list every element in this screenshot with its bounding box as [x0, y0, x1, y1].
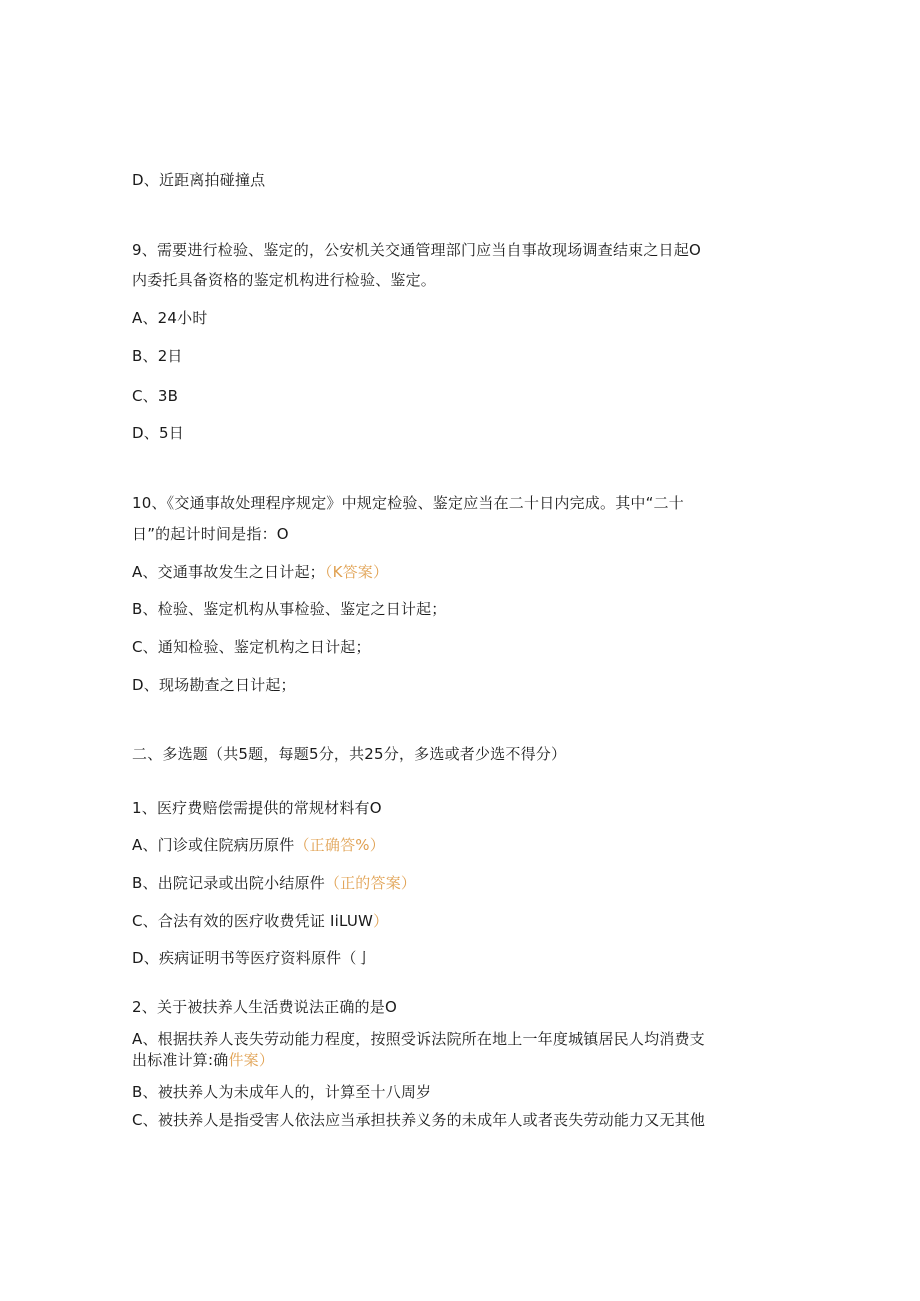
q10-option-a-answer-note: （K答案）: [324, 563, 389, 581]
mq2-option-c: C、被扶养人是指受害人依法应当承担扶养义务的未成年人或者丧失劳动能力又无其他: [132, 1111, 706, 1129]
mq1-option-d: D、疾病证明书等医疗资料原件（亅: [132, 949, 372, 967]
mq1-option-a-answer-note: （正确答%）: [294, 836, 385, 854]
mq1-option-b-answer-note: （正的答案）: [324, 874, 417, 892]
q9-option-c: C、3B: [132, 387, 179, 405]
mq1-option-a: [132, 835, 385, 855]
mq1-option-b-text: B、出院记录或出院小结原件: [132, 874, 325, 892]
q10-option-a-text: A、交通事故发生之日计起；: [132, 563, 325, 581]
mq2-stem: 2、关于被扶养人生活费说法正确的是O: [132, 998, 397, 1016]
mq2-option-a-answer-note: 件案）: [228, 1051, 275, 1069]
mq1-option-c-text: C、合法有效的医疗收费凭证: [132, 912, 326, 930]
q9-stem-line-1: 9、需要进行检验、鉴定的，公安机关交通管理部门应当自事故现场调查结束之日起O: [132, 241, 701, 259]
q10-stem-line-1: 10、《交通事故处理程序规定》中规定检验、鉴定应当在二十日内完成。其中“二十: [132, 494, 684, 512]
q10-option-b: B、检验、鉴定机构从事检验、鉴定之日计起；: [132, 600, 447, 618]
q9-option-d: D、5日: [132, 424, 184, 442]
mq2-option-b: B、被扶养人为未成年人的，计算至十八周岁: [132, 1083, 432, 1101]
mq1-option-b: [132, 873, 416, 893]
q9-option-b: B、2日: [132, 347, 183, 365]
q10-option-a: [132, 562, 388, 582]
q10-option-c: C、通知检验、鉴定机构之日计起；: [132, 638, 371, 656]
mq1-stem: 1、医疗费赔偿需提供的常规材料有O: [132, 799, 382, 817]
q10-option-d: D、现场勘查之日计起；: [132, 676, 296, 694]
mq1-option-a-text: A、门诊或住院病历原件: [132, 836, 295, 854]
section-multiple-choice-title: 二、多选题（共5题，每题5分，共25分，多选或者少选不得分）: [132, 745, 567, 763]
mq2-option-a-line-2-text: 出标准计算:确: [132, 1051, 229, 1069]
mq1-option-c: [132, 911, 388, 931]
q9-stem-line-2: 内委托具备资格的鉴定机构进行检验、鉴定。: [132, 271, 437, 289]
q9-option-a: A、24小时: [132, 309, 208, 327]
mq1-option-c-answer-note: ）: [373, 912, 389, 930]
mq1-option-c-note-dark: IiLUW: [330, 912, 374, 930]
mq2-option-a-line-2: [132, 1050, 274, 1070]
q10-stem-line-2: 日”的起计时间是指：O: [132, 525, 289, 543]
mq2-option-a-line-1: A、根据扶养人丧失劳动能力程度，按照受诉法院所在地上一年度城镇居民人均消费支: [132, 1030, 705, 1048]
q8-option-d: D、近距离拍碰撞点: [132, 171, 266, 189]
